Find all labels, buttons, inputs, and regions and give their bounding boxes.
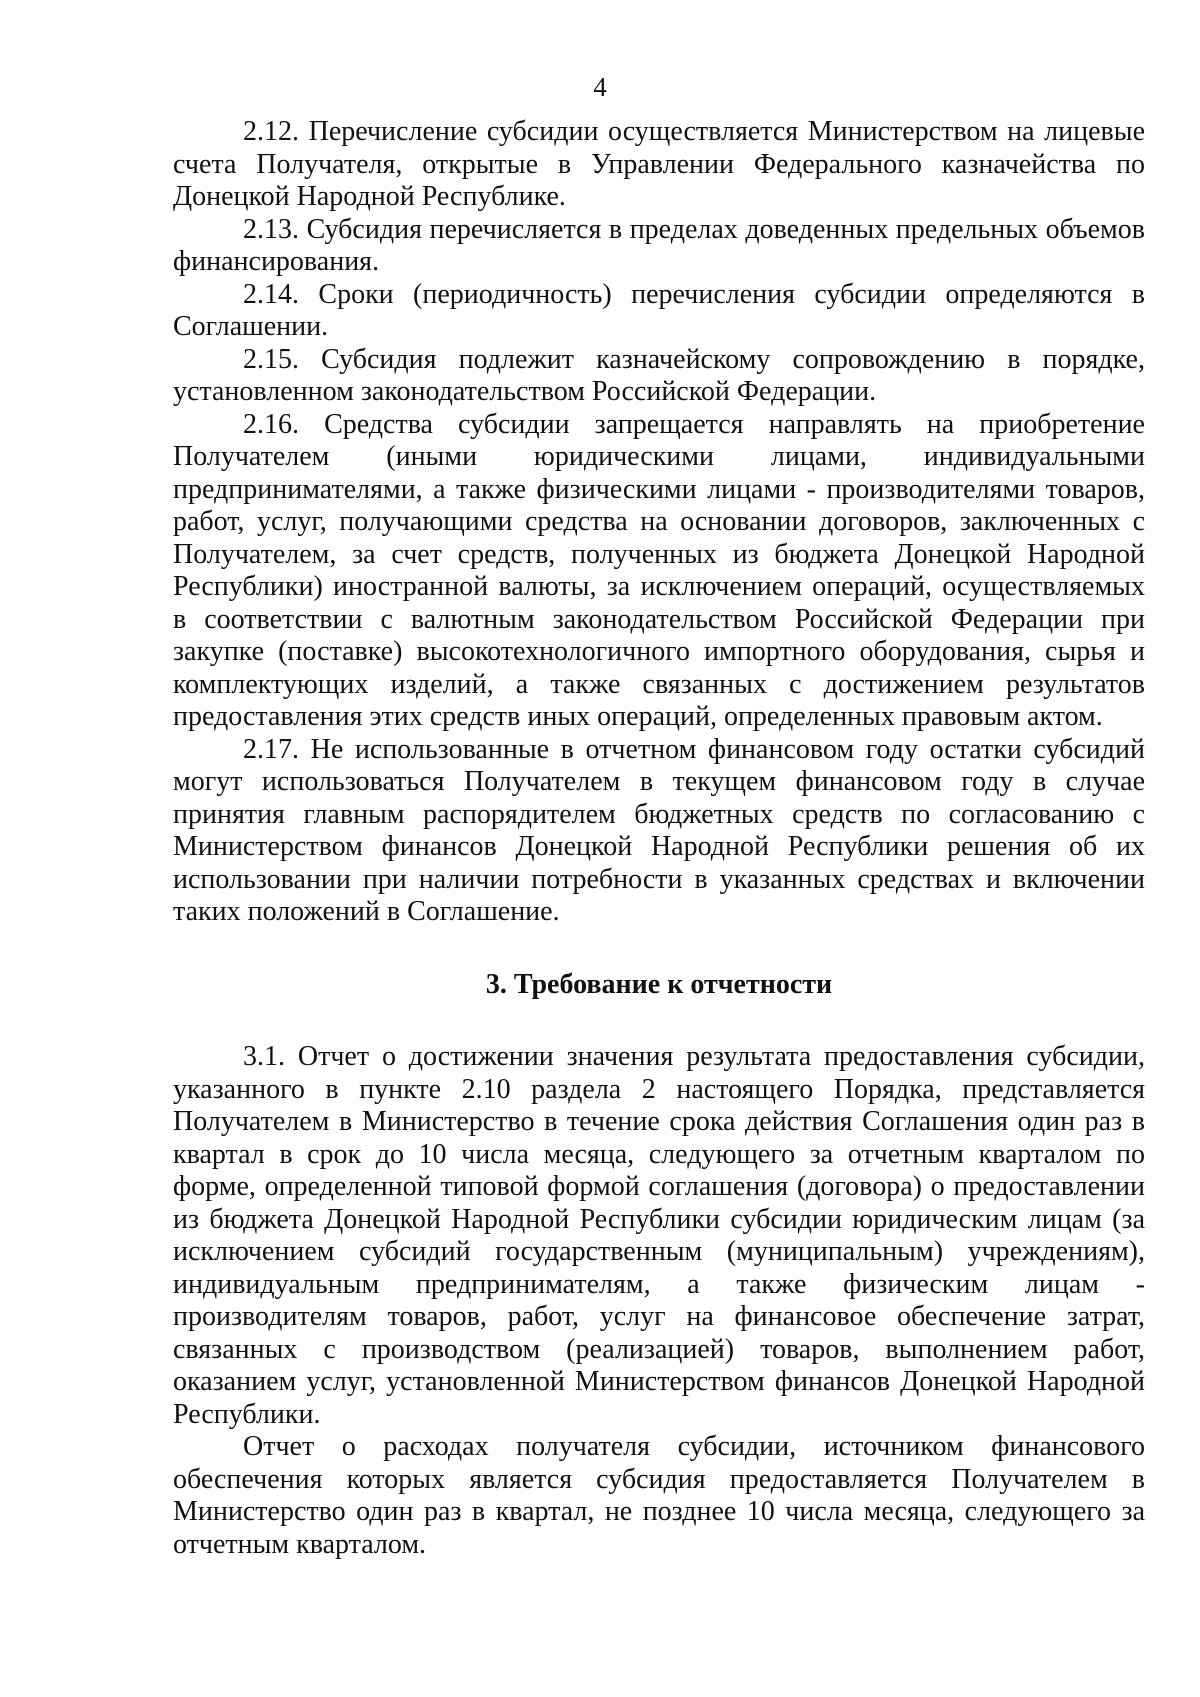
paragraph-2-16: 2.16. Средства субсидии запрещается направлять на приобретение Получателем (иными юридическими лицами, индивидуальными предпринимателями, а также физическими лицами - производителями товаров, работ, услуг, получающими средства на основании договоров, заключенных с Получателем, за счет средств, полученных из бюджета Донецкой Народной Республики) иностранной валюты, за исключением операций, осуществляемых в соответствии с валютным законодательством Российской Федерации при закупке (поставке) высокотехнологичного импортного оборудования, сырья и комплектующих изделий, а также связанных с достижением результатов предоставления этих средств иных операций, определенных правовым актом. (173, 408, 1145, 732)
paragraph-3-1: 3.1. Отчет о достижении значения результата предоставления субсидии, указанного в пункте 2.10 раздела 2 настоящего Порядка, представляется Получателем в Министерство в течение срока действия Соглашения один раз в квартал в срок до 10 числа месяца, следующего за отчетным кварталом по форме, определенной типовой формой соглашения (договора) о предоставлении из бюджета Донецкой Народной Республики субсидии юридическим лицам (за исключением субсидий государственным (муниципальным) учреждениям), индивидуальным предпринимателям, а также физическим лицам - производителям товаров, работ, услуг на финансовое обеспечение затрат, связанных с производством (реализацией) товаров, выполнением работ, оказанием услуг, установленной Министерством финансов Донецкой Народной Республики. (173, 1041, 1145, 1430)
paragraph-2-13: 2.13. Субсидия перечисляется в пределах доведенных предельных объемов финансирования. (173, 213, 1145, 277)
paragraph-2-14: 2.14. Сроки (периодичность) перечисления субсидии определяются в Соглашении. (173, 278, 1145, 342)
document-body (173, 116, 1145, 1561)
paragraph-2-17: 2.17. Не использованные в отчетном финансовом году остатки субсидий могут использоваться Получателем в текущем финансовом году в случае принятия главным распорядителем бюджетных средств по согласованию с Министерством финансов Донецкой Народной Республики решения об их использовании при наличии потребности в указанных средствах и включении таких положений в Соглашение. (173, 733, 1145, 927)
paragraph-2-15: 2.15. Субсидия подлежит казначейскому сопровождению в порядке, установленном законодательством Российской Федерации. (173, 343, 1145, 407)
page-number: 4 (593, 72, 607, 102)
paragraph-2-12: 2.12. Перечисление субсидии осуществляется Министерством на лицевые счета Получателя, открытые в Управлении Федерального казначейства по Донецкой Народной Республике. (173, 116, 1145, 212)
paragraph-expense-report: Отчет о расходах получателя субсидии, источником финансового обеспечения которых является субсидия предоставляется Получателем в Министерство один раз в квартал, не позднее 10 числа месяца, следующего за отчетным кварталом. (173, 1431, 1145, 1560)
section-heading: 3. Требование к отчетности (485, 968, 833, 1000)
